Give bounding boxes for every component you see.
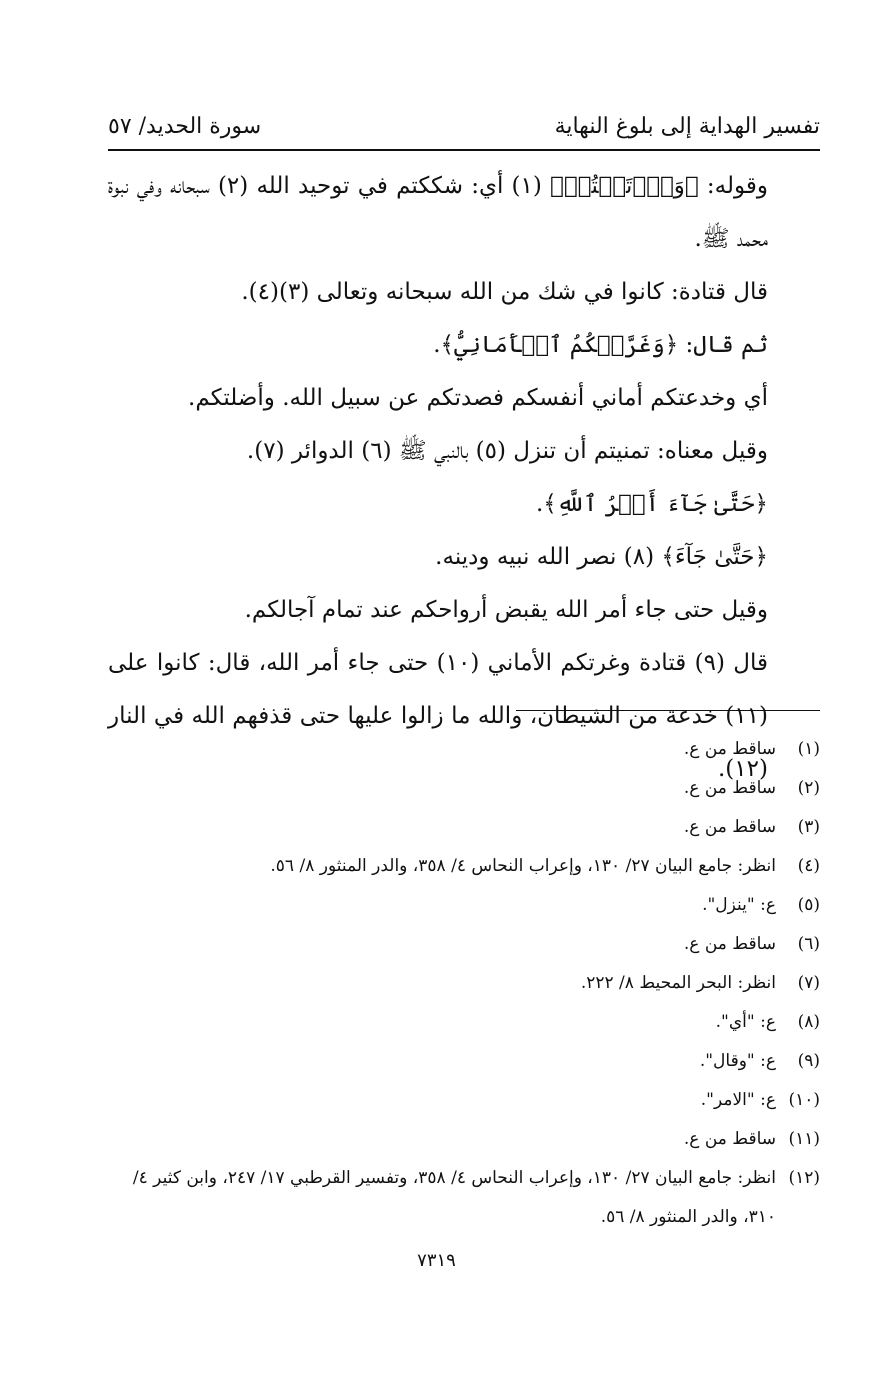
footnote-item bbox=[108, 769, 820, 808]
surah-page-label: سورة الحديد/ ٥٧ bbox=[108, 114, 262, 139]
footnote-number: (١٠) bbox=[788, 1090, 820, 1110]
footnote-number: (٩) bbox=[797, 1051, 820, 1071]
footnote-text: ساقط من ع. bbox=[683, 1129, 776, 1149]
footnote-item bbox=[108, 808, 820, 847]
body-paragraph: وقيل معناه: تمنيتم أن تنزل (٥) بالنبي ﷺ (٦) الدوائر (٧). bbox=[246, 438, 768, 464]
footnote-item bbox=[108, 730, 820, 769]
footnote-number: (٣) bbox=[797, 817, 820, 837]
footnote-item bbox=[108, 964, 820, 1003]
book-title: تفسير الهداية إلى بلوغ النهاية bbox=[554, 114, 820, 139]
body-paragraph: أي وخدعتكم أماني أنفسكم فصدتكم عن سبيل الله. وأضلتكم. bbox=[188, 385, 768, 411]
footnote-number: (٧) bbox=[797, 973, 820, 993]
footnote-number: (١٢) bbox=[788, 1168, 820, 1188]
footnote-separator bbox=[516, 710, 820, 711]
main-text bbox=[108, 160, 820, 796]
body-paragraph: وقيل حتى جاء أمر الله يقبض أرواحكم عند تمام آجالكم. bbox=[244, 597, 768, 623]
footnote-number: (١) bbox=[797, 739, 820, 759]
footnote-number: (٤) bbox=[797, 856, 820, 876]
footnote-number: (١١) bbox=[788, 1129, 820, 1149]
body-paragraph: وقوله: ﴿وَٱرۡتَبۡتُمۡ﴾ (١) أي: شككتم في توحيد الله (٢) سبحانه وفي نبوة محمد ﷺ. bbox=[108, 173, 768, 252]
footnote-text: ع: "ينزل". bbox=[702, 895, 776, 915]
footnotes bbox=[108, 730, 820, 1237]
footnote-item bbox=[108, 847, 820, 886]
footnote-text: ع: "أي". bbox=[715, 1012, 776, 1032]
footnote-text: ساقط من ع. bbox=[683, 739, 776, 759]
body-paragraph: ثم قال: ﴿وَغَرَّتۡكُمُ ٱلۡأَمَانِيُّ﴾. bbox=[433, 332, 768, 358]
footnote-text: ساقط من ع. bbox=[683, 817, 776, 837]
body-paragraph: ﴿حَتَّىٰ جَآءَ﴾ (٨) نصر الله نبيه ودينه. bbox=[435, 544, 768, 570]
footnote-text: ع: "الامر". bbox=[700, 1090, 776, 1110]
footnote-number: (٨) bbox=[797, 1012, 820, 1032]
footnote-item bbox=[108, 1081, 820, 1120]
body-paragraph: قال قتادة: كانوا في شك من الله سبحانه وتعالى (٣)(٤). bbox=[241, 279, 768, 305]
footnote-text: ساقط من ع. bbox=[683, 934, 776, 954]
footnote-text: ع: "وقال". bbox=[699, 1051, 776, 1071]
quran-verse: ﴿حَتَّىٰ جَآءَ أَمۡرُ ٱللَّهِ﴾. bbox=[535, 491, 768, 517]
footnote-number: (٦) bbox=[797, 934, 820, 954]
page-number: ٧٣١٩ bbox=[417, 1250, 456, 1271]
footnote-number: (٥) bbox=[797, 895, 820, 915]
footnote-text: انظر: البحر المحيط ٨/ ٢٢٢. bbox=[580, 973, 776, 993]
footnote-item bbox=[108, 1159, 820, 1237]
footnote-item bbox=[108, 1003, 820, 1042]
body-paragraph: قال (٩) قتادة وغرتكم الأماني (١٠) حتى جاء أمر الله، قال: كانوا على (١١) خدعة من الشيطان، والله ما زالوا عليها حتى قذفهم الله في النار (١٢). bbox=[108, 650, 768, 782]
footnote-item bbox=[108, 1042, 820, 1081]
footnote-item bbox=[108, 886, 820, 925]
header-rule bbox=[108, 149, 820, 151]
footnote-text: انظر: جامع البيان ٢٧/ ١٣٠، وإعراب النحاس ٤/ ٣٥٨، والدر المنثور ٨/ ٥٦. bbox=[270, 856, 776, 876]
footnote-text: ساقط من ع. bbox=[683, 778, 776, 798]
running-header bbox=[108, 106, 820, 148]
footnote-item bbox=[108, 1120, 820, 1159]
footnote-item bbox=[108, 925, 820, 964]
footnote-text: انظر: جامع البيان ٢٧/ ١٣٠، وإعراب النحاس ٤/ ٣٥٨، وتفسير القرطبي ١٧/ ٢٤٧، وابن كثير ٤/ ٣١٠، والدر المنثور ٨/ ٥٦. bbox=[132, 1168, 776, 1227]
footnote-number: (٢) bbox=[797, 778, 820, 798]
